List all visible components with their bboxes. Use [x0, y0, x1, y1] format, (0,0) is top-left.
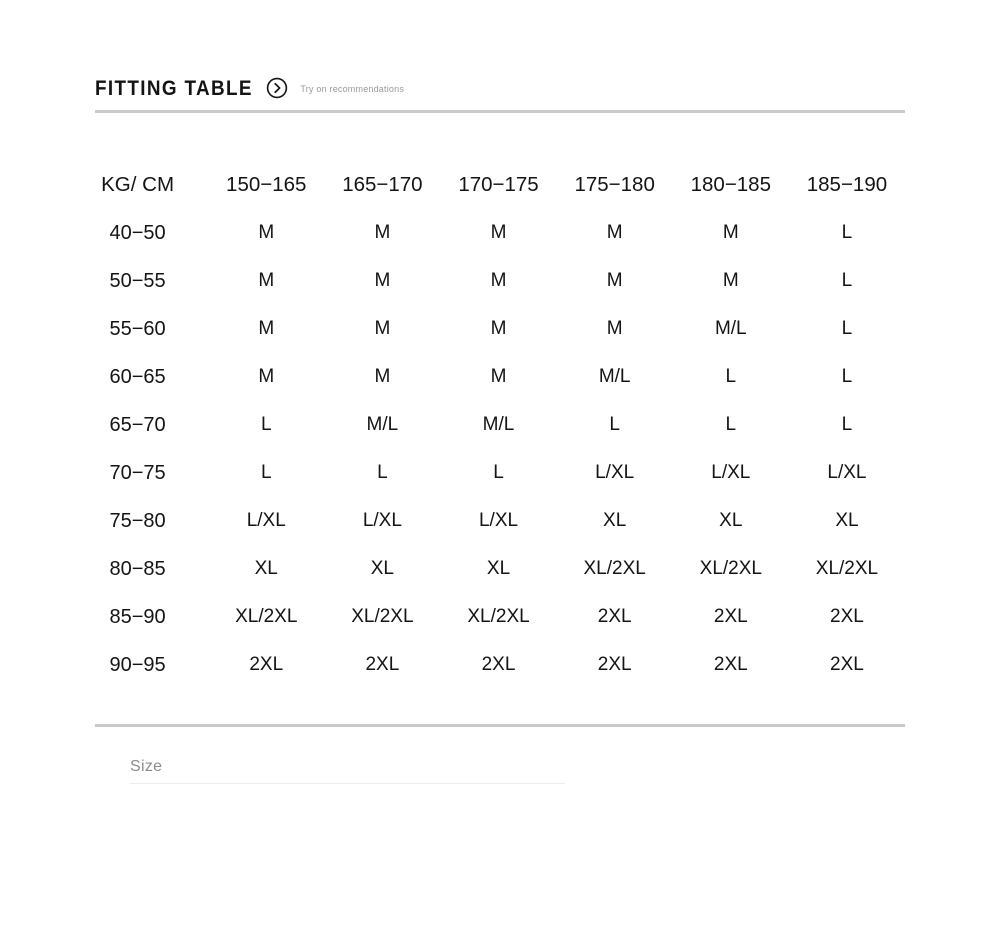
size-cell: L — [493, 462, 504, 483]
size-cell: M — [258, 366, 275, 387]
size-cell: XL/2XL — [235, 606, 298, 627]
size-cell: M — [490, 366, 507, 387]
size-cell: XL/2XL — [351, 606, 414, 627]
column-header: 165−170 — [342, 173, 423, 196]
top-divider — [95, 110, 905, 113]
corner-label: KG/ CM — [101, 173, 175, 196]
size-cell: L — [841, 414, 853, 435]
size-cell: L/XL — [711, 462, 751, 483]
row-label: 65−70 — [109, 413, 166, 436]
size-cell: L — [841, 366, 853, 387]
size-cell: XL — [835, 510, 859, 531]
row-label: 80−85 — [109, 557, 166, 580]
table-row — [95, 209, 905, 257]
row-label: 55−60 — [109, 317, 166, 340]
bottom-divider — [95, 724, 905, 727]
size-cell: L — [841, 270, 853, 291]
try-on-recommendations-button[interactable] — [266, 77, 404, 102]
table-row — [95, 641, 905, 689]
size-cell: M — [722, 222, 739, 243]
size-cell: M — [374, 318, 391, 339]
size-cell: L — [725, 366, 737, 387]
size-cell: L — [260, 462, 272, 483]
table-row — [95, 353, 905, 401]
row-label: 70−75 — [109, 461, 166, 484]
size-cell: M — [606, 222, 623, 243]
table-row — [95, 497, 905, 545]
row-label: 75−80 — [109, 509, 166, 532]
size-cell: 2XL — [365, 654, 400, 675]
size-cell: 2XL — [597, 606, 632, 627]
size-cell: M — [490, 270, 507, 291]
size-cell: L/XL — [246, 510, 286, 531]
size-cell: XL — [254, 558, 278, 579]
section-header — [95, 76, 905, 102]
size-cell: L/XL — [827, 462, 867, 483]
size-cell: XL — [370, 558, 394, 579]
size-section-faint-divider — [130, 783, 565, 784]
size-cell: 2XL — [597, 654, 632, 675]
size-cell: M — [374, 222, 391, 243]
table-row — [95, 401, 905, 449]
column-header: 180−185 — [690, 173, 771, 196]
column-header: 185−190 — [806, 173, 888, 196]
section-title: FITTING TABLE — [95, 77, 253, 100]
size-cell: XL/2XL — [699, 558, 762, 579]
size-cell: M — [258, 270, 275, 291]
size-cell: L/XL — [595, 462, 635, 483]
size-cell: 2XL — [481, 654, 516, 675]
size-cell: XL/2XL — [815, 558, 879, 579]
table-row — [95, 449, 905, 497]
size-cell: M/L — [366, 414, 399, 435]
table-row — [95, 305, 905, 353]
size-cell: 2XL — [830, 606, 864, 627]
size-cell: M — [722, 270, 739, 291]
column-header: 150−165 — [226, 173, 307, 196]
size-cell: M — [374, 270, 391, 291]
size-cell: L — [609, 414, 620, 435]
size-cell: M — [258, 222, 275, 243]
size-cell: XL — [603, 510, 627, 531]
size-section — [95, 758, 905, 776]
size-cell: L/XL — [478, 510, 519, 531]
size-cell: 2XL — [713, 654, 748, 675]
size-cell: M — [490, 222, 507, 243]
row-label: 90−95 — [109, 653, 166, 676]
size-cell: 2XL — [713, 606, 748, 627]
column-header: 175−180 — [574, 173, 655, 196]
chevron-right-circle-icon[interactable] — [266, 77, 288, 102]
size-cell: XL/2XL — [583, 558, 646, 579]
size-cell: M — [606, 318, 623, 339]
table-row — [95, 593, 905, 641]
size-cell: 2XL — [830, 654, 864, 675]
fitting-table — [95, 161, 905, 689]
size-cell: M — [258, 318, 275, 339]
size-cell: 2XL — [249, 654, 284, 675]
size-cell: M/L — [482, 414, 515, 435]
row-label: 60−65 — [109, 365, 166, 388]
size-cell: L — [260, 414, 272, 435]
size-cell: M/L — [598, 366, 631, 387]
size-cell: L — [377, 462, 388, 483]
size-cell: XL — [486, 558, 511, 579]
column-header: 170−175 — [458, 173, 539, 196]
size-cell: M — [606, 270, 623, 291]
size-cell: M/L — [714, 318, 747, 339]
size-cell: M — [490, 318, 507, 339]
size-cell: XL — [719, 510, 743, 531]
size-cell: L — [725, 414, 737, 435]
table-header-row — [95, 161, 905, 209]
row-label: 40−50 — [109, 221, 166, 244]
size-cell: L — [841, 222, 853, 243]
size-cell: L — [841, 318, 853, 339]
table-row — [95, 545, 905, 593]
size-cell: L/XL — [362, 510, 402, 531]
table-row — [95, 257, 905, 305]
row-label: 50−55 — [109, 269, 166, 292]
fitting-table-section — [0, 76, 1000, 784]
try-on-recommendations-label[interactable]: Try on recommendations — [300, 84, 405, 94]
row-label: 85−90 — [109, 605, 166, 628]
size-cell: M — [374, 366, 391, 387]
size-section-label: Size — [130, 758, 163, 775]
size-cell: XL/2XL — [467, 606, 530, 627]
